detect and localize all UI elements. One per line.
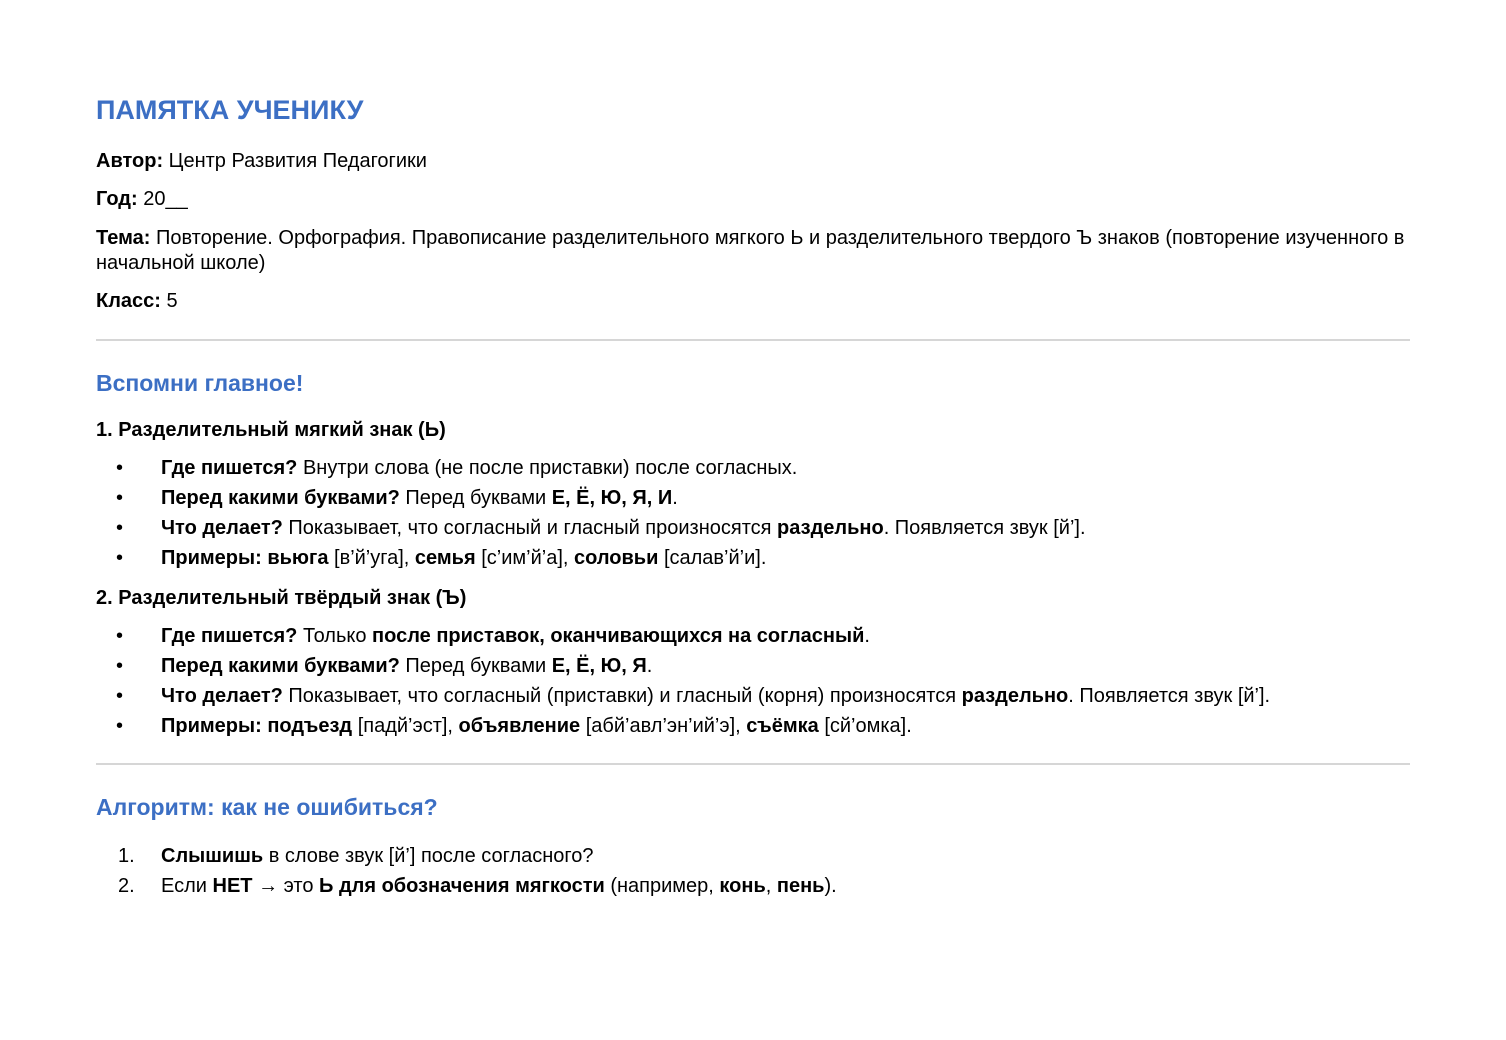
list-item (96, 455, 1410, 481)
item-text: Показывает, что согласный и гласный произносятся (282, 516, 778, 539)
item-text: . Появляется звук [й’]. (883, 516, 1086, 539)
meta-year-label: Год: (96, 188, 138, 211)
section-divider (96, 339, 1410, 341)
item-text: . (864, 624, 870, 647)
item-emphasis: подъезд (261, 714, 353, 737)
section-heading-algorithm: Алгоритм: как не ошибиться? (96, 793, 438, 820)
list-item (96, 515, 1410, 541)
item-text: Только (297, 624, 373, 647)
item-emphasis: съёмка (746, 714, 819, 737)
list-item (96, 545, 1410, 571)
item-text: Перед буквами (399, 486, 552, 509)
meta-topic (96, 226, 1410, 276)
soft-sign-title: 1. Разделительный мягкий знак (Ь) (96, 418, 446, 441)
list-item (96, 713, 1410, 739)
item-text: ). (824, 874, 837, 897)
item-emphasis: раздельно (961, 684, 1069, 707)
meta-topic-value: Повторение. Орфография. Правописание разделительного мягкого Ь и разделительного твердого Ъ знаков (повторение изученного в начальной школе) (96, 227, 1405, 275)
item-label: Где пишется? (161, 456, 298, 479)
item-emphasis: пень (776, 874, 825, 897)
page-title: ПАМЯТКА УЧЕНИКУ (96, 95, 364, 125)
item-emphasis: НЕТ (212, 874, 253, 897)
item-text: [сй’омка]. (818, 714, 912, 737)
item-text: в слове звук [й’] после согласного? (263, 844, 594, 867)
item-text: Если (161, 874, 213, 897)
item-emphasis: вьюга (261, 546, 329, 569)
meta-year-value: 20__ (137, 188, 188, 211)
item-emphasis: раздельно (777, 516, 884, 539)
item-text: [в’й’уга], (328, 546, 415, 569)
bullet-icon: • (116, 456, 124, 479)
item-text: [с’им’й’а], (475, 546, 574, 569)
item-label: Перед какими буквами? (161, 654, 400, 677)
item-text: Показывает, что согласный (приставки) и гласный (корня) произносятся (282, 684, 962, 707)
meta-author-label: Автор: (96, 150, 164, 173)
item-text: (например, (604, 874, 720, 897)
meta-author (96, 148, 1410, 174)
hard-sign-title: 2. Разделительный твёрдый знак (Ъ) (96, 586, 467, 609)
item-label: Перед какими буквами? (161, 486, 400, 509)
algorithm-steps (96, 843, 1410, 899)
item-text: . (646, 654, 653, 677)
soft-sign-list (96, 455, 1410, 571)
item-label: Примеры: (161, 714, 262, 737)
item-label: Примеры: (161, 546, 262, 569)
section-heading-remember: Вспомни главное! (96, 370, 304, 397)
hard-sign-list (96, 623, 1410, 739)
item-text: . (672, 486, 678, 509)
bullet-icon: • (116, 546, 124, 569)
bullet-icon: • (116, 684, 124, 707)
item-label: Что делает? (161, 516, 283, 539)
list-item (96, 873, 1410, 899)
bullet-icon: • (116, 516, 124, 539)
meta-grade (96, 288, 1410, 314)
meta-year (96, 186, 1410, 212)
item-emphasis: Е, Ё, Ю, Я, И (551, 486, 673, 509)
item-text: . Появляется звук [й’]. (1068, 684, 1271, 707)
section-divider (96, 763, 1410, 765)
item-emphasis: объявление (458, 714, 581, 737)
item-emphasis: Слышишь (161, 844, 264, 867)
meta-grade-label: Класс: (96, 290, 161, 313)
item-emphasis: Е, Ё, Ю, Я (551, 654, 647, 677)
bullet-icon: • (116, 654, 124, 677)
item-emphasis: после приставок, оканчивающихся на согласный (372, 624, 865, 647)
item-label: Что делает? (161, 684, 283, 707)
meta-author-value: Центр Развития Педагогики (163, 150, 427, 173)
meta-topic-label: Тема: (96, 227, 151, 250)
bullet-icon: • (116, 486, 124, 509)
meta-grade-value: 5 (160, 290, 178, 313)
item-text: Внутри слова (не после приставки) после согласных. (297, 456, 798, 479)
list-item (96, 623, 1410, 649)
item-text: [салав’й’и]. (658, 546, 767, 569)
list-item (96, 683, 1410, 709)
step-number: 2. (118, 874, 135, 897)
item-emphasis: Ь для обозначения мягкости (319, 874, 605, 897)
bullet-icon: • (116, 714, 124, 737)
item-text: → это (252, 874, 320, 897)
item-emphasis: соловьи (574, 546, 659, 569)
bullet-icon: • (116, 624, 124, 647)
item-text: , (765, 874, 777, 897)
item-text: [абй’авл’эн’ий’э], (580, 714, 747, 737)
list-item (96, 485, 1410, 511)
item-text: Перед буквами (399, 654, 552, 677)
item-emphasis: семья (414, 546, 476, 569)
list-item (96, 653, 1410, 679)
item-label: Где пишется? (161, 624, 298, 647)
list-item (96, 843, 1410, 869)
item-emphasis: конь (719, 874, 766, 897)
step-number: 1. (118, 844, 135, 867)
item-text: [падй’эст], (352, 714, 459, 737)
